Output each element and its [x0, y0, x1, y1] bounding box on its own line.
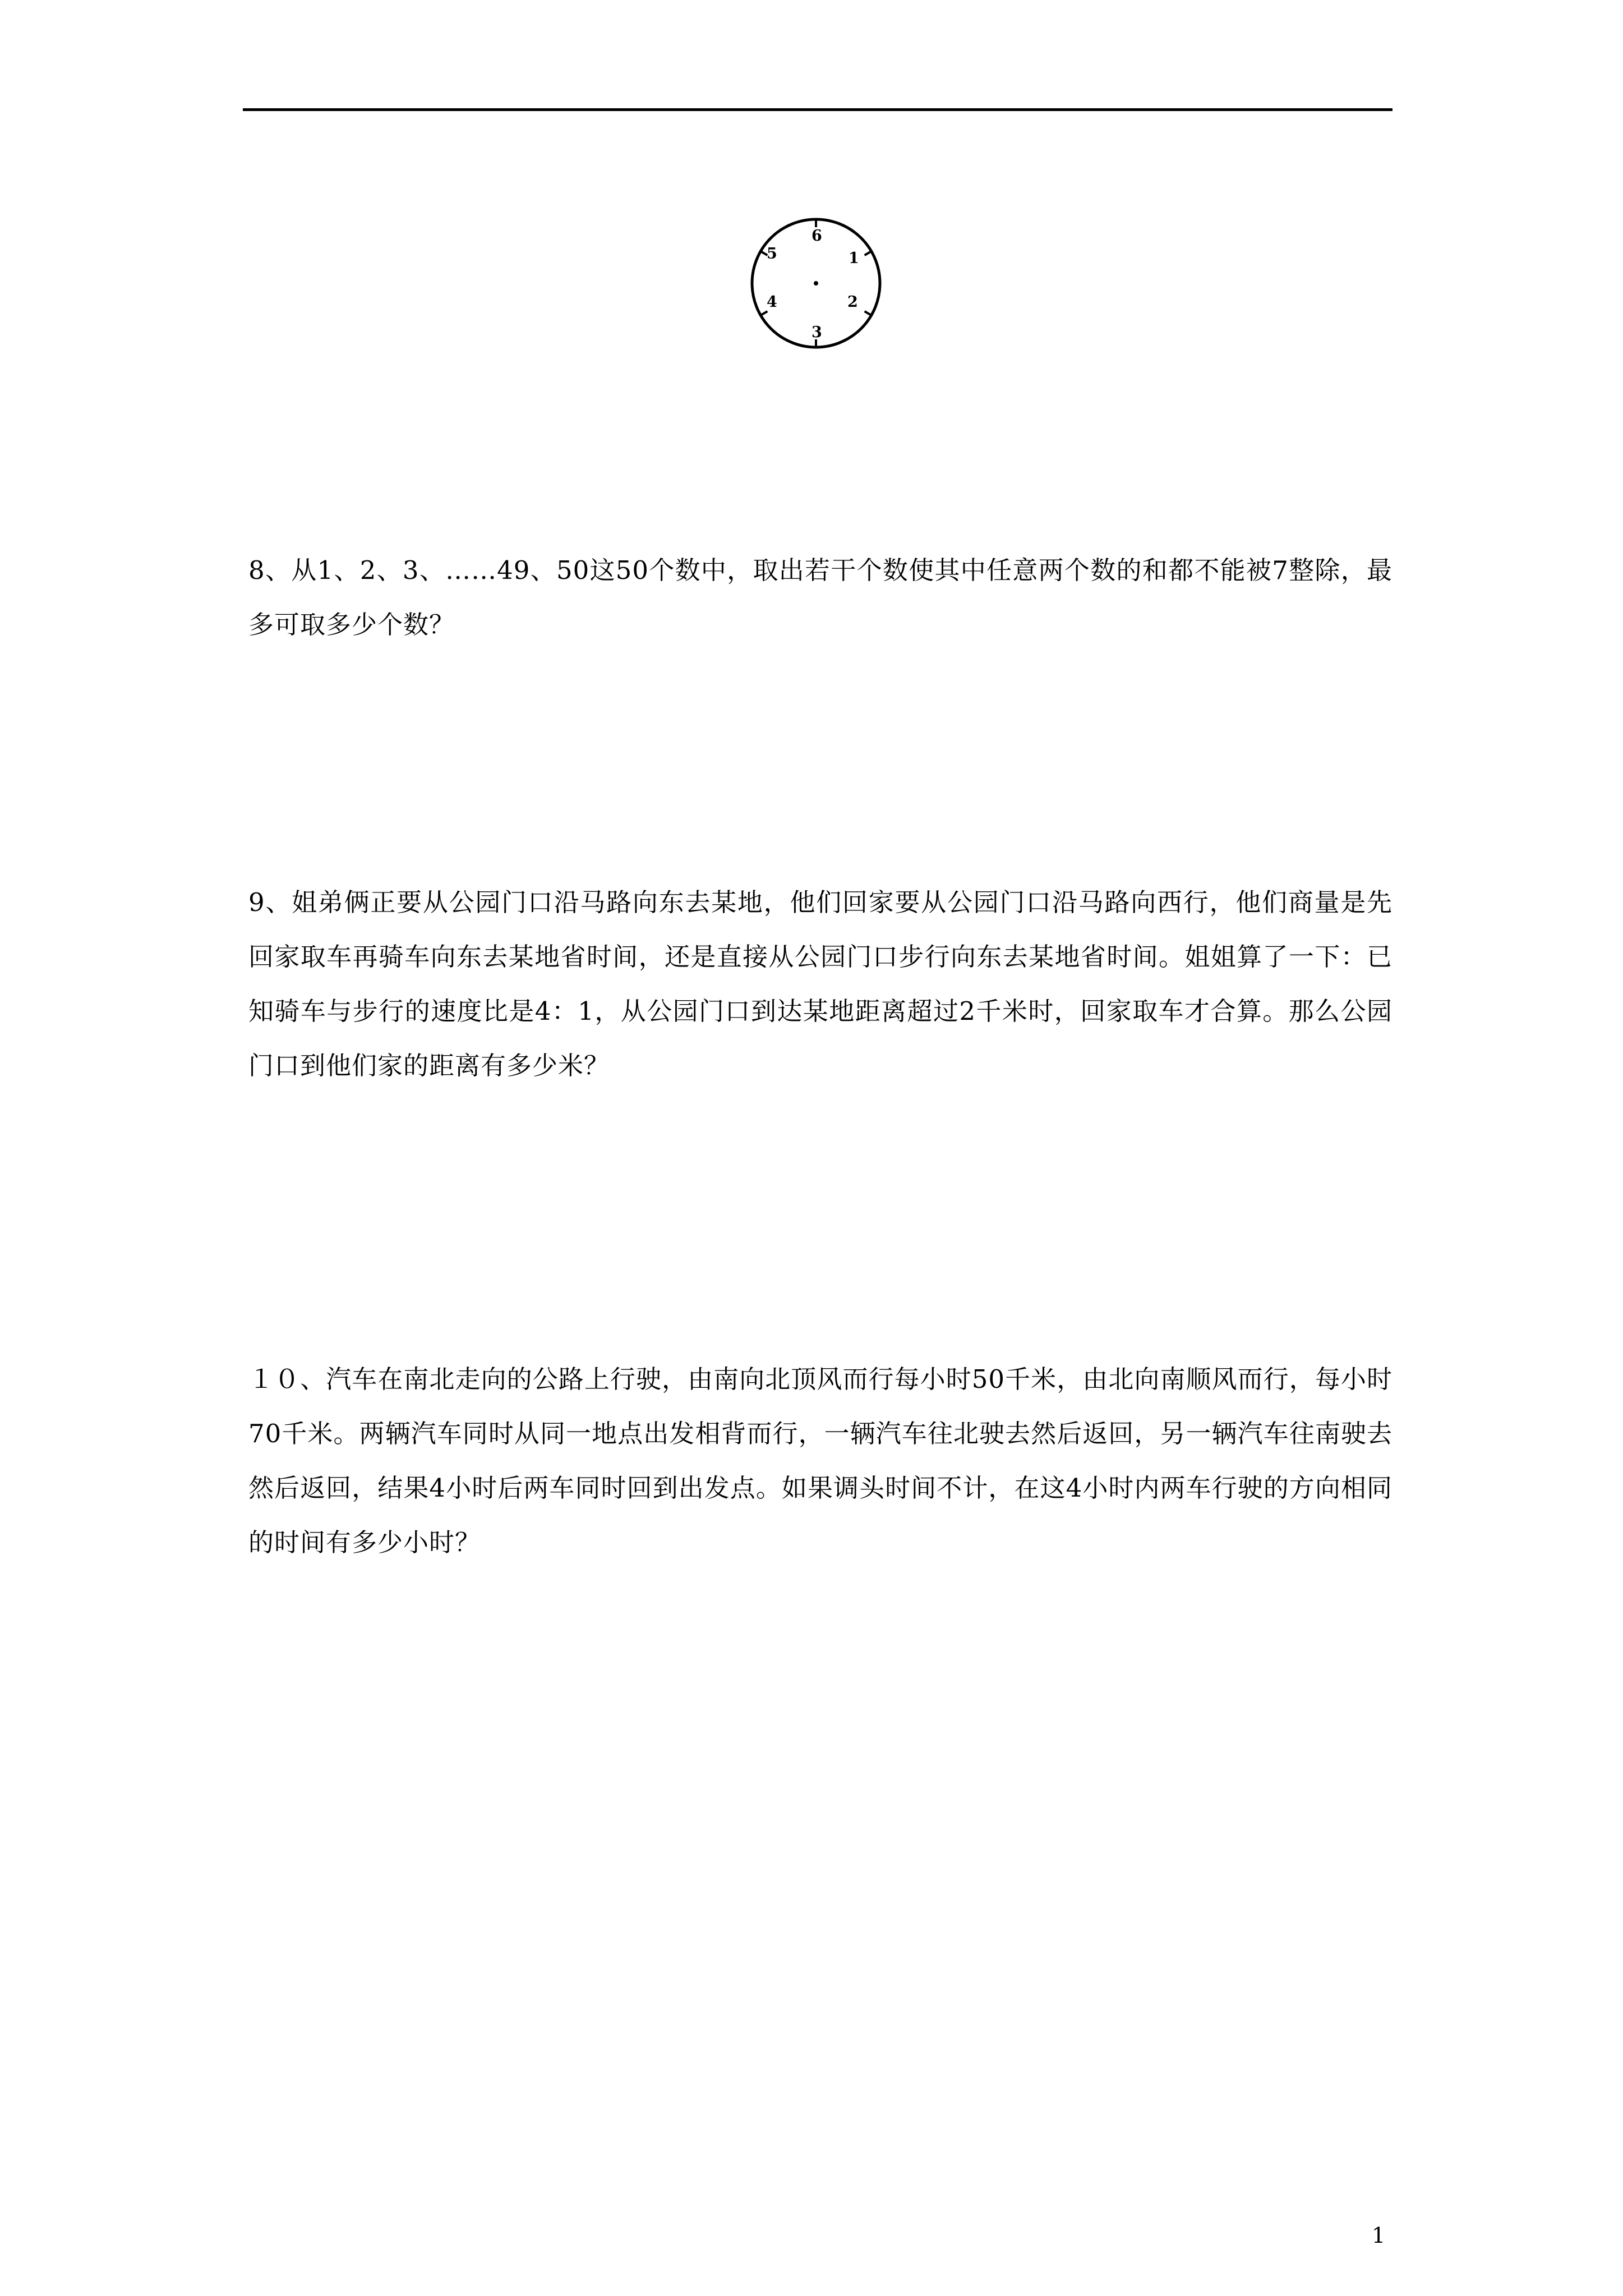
dial-label-1: 1	[849, 250, 859, 267]
question-8: 8、从1、2、3、……49、50这50个数中，取出若干个数使其中任意两个数的和都不能被7整除，最多可取多少个数？	[248, 555, 1393, 639]
question-9: 9、姐弟俩正要从公园门口沿马路向东去某地，他们回家要从公园门口沿马路向西行，他们商量是先回家取车再骑车向东去某地省时间，还是直接从公园门口步行向东去某地省时间。姐姐算了一下：已知骑车与步行的速度比是4：1，从公园门口到达某地距离超过2千米时，回家取车才合算。那么公园门口到他们家的距离有多少米？	[248, 887, 1393, 1080]
dial-svg	[748, 215, 885, 352]
dial-label-5: 5	[767, 245, 777, 263]
dial-label-3: 3	[811, 324, 822, 341]
question-10: １０、汽车在南北走向的公路上行驶，由南向北顶风而行每小时50千米，由北向南顺风而行，每小时70千米。两辆汽车同时从同一地点出发相背而行，一辆汽车往北驶去然后返回，另一辆汽车往南驶去然后返回，结果4小时后两车同时回到出发点。如果调头时间不计，在这4小时内两车行驶的方向相同的时间有多少小时？	[248, 1364, 1393, 1557]
dial-tick-1	[865, 251, 872, 255]
dial-label-6: 6	[811, 227, 822, 245]
dial-label-4: 4	[767, 293, 777, 311]
numbered-dial-figure	[748, 215, 885, 352]
page-number: 1	[1372, 2223, 1386, 2248]
header-rule	[243, 108, 1393, 111]
dial-center-dot	[814, 281, 818, 286]
dial-tick-2	[865, 311, 872, 315]
dial-label-2: 2	[847, 293, 858, 311]
dial-tick-4	[760, 311, 767, 315]
